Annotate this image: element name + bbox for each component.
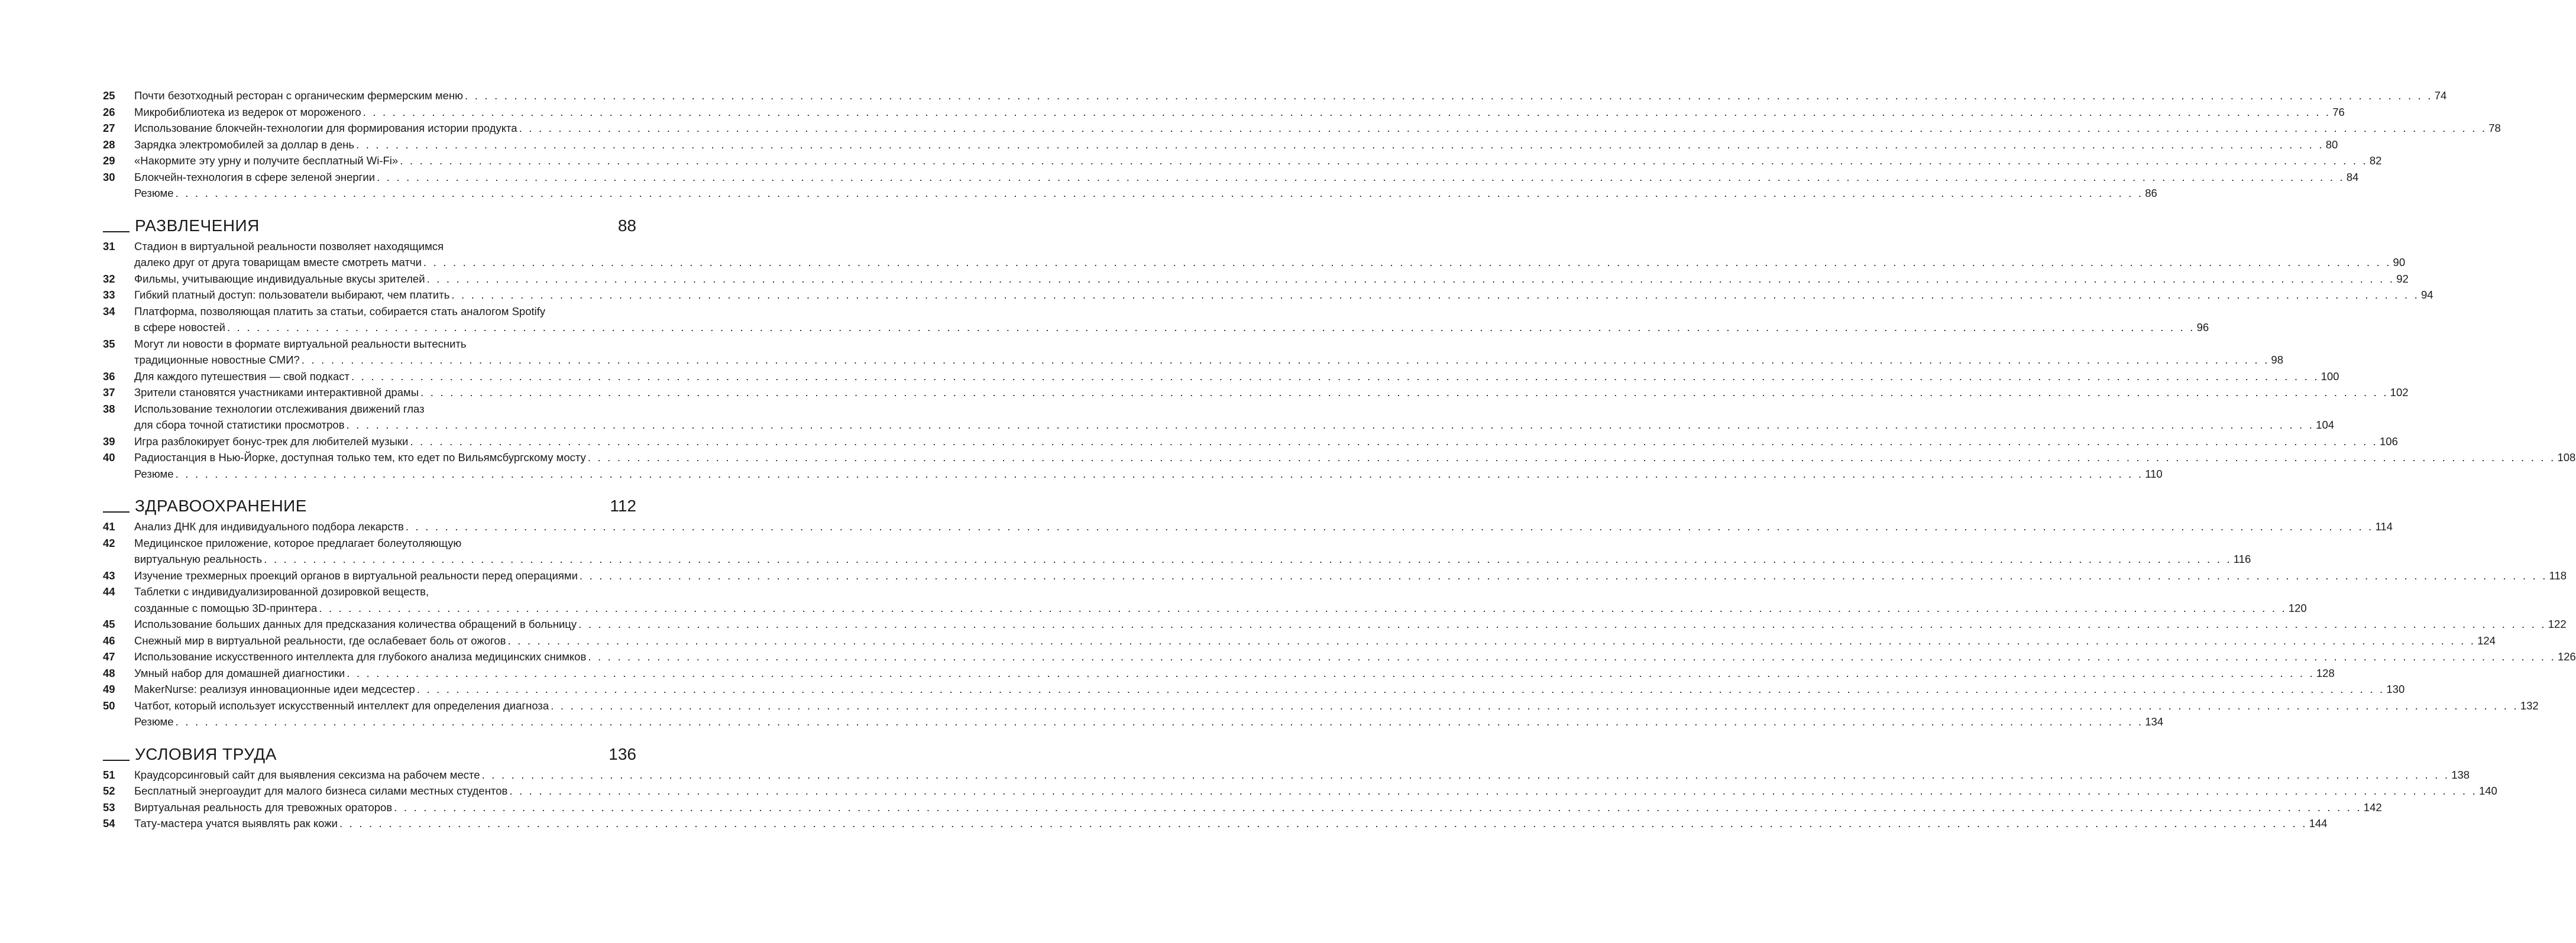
entry-last-line bbox=[134, 271, 2409, 287]
toc-entry bbox=[103, 449, 2576, 466]
section-page-number: 88 bbox=[617, 216, 636, 235]
entry-title-line: Радиостанция в Нью-Йорке, доступная только тем, кто едет по Вильямсбургскому мосту bbox=[134, 451, 586, 464]
dot-leader: . . . . . . . . . . . . . . . . . . . . . . . . . . . . . . . . . . . . . . . . . . . . . . . . . . . . . . . . . . . . . . . . . . . . . . . . . . . . . . . . . . . . . . . . . . . . . . . . . . . . . . . . . . . . . . . . . . . . . . . . . . . . . . . . . . . . . . . . . . . . . . . . . . . . . . . . . . . . . . . . . . . . . . . . . . . . . . . . . . . . . . . . . . . . . . . . . . . . . . . . bbox=[465, 89, 2433, 102]
entry-number: 47 bbox=[103, 650, 115, 663]
entry-title-line: Гибкий платный доступ: пользователи выбирают, чем платить bbox=[134, 289, 450, 301]
entry-number: 39 bbox=[103, 435, 115, 448]
entry-last-line bbox=[134, 767, 2470, 783]
entry-last-line bbox=[134, 568, 2567, 584]
entry-title-line: Использование технологии отслеживания движений глаз bbox=[134, 402, 425, 415]
entry-body bbox=[134, 185, 2157, 202]
toc-summary-entry bbox=[103, 466, 2163, 482]
entry-title-line: традиционные новостные СМИ? bbox=[134, 354, 300, 366]
entry-number: 51 bbox=[103, 768, 115, 781]
dot-leader: . . . . . . . . . . . . . . . . . . . . . . . . . . . . . . . . . . . . . . . . . . . . . . . . . . . . . . . . . . . . . . . . . . . . . . . . . . . . . . . . . . . . . . . . . . . . . . . . . . . . . . . . . . . . . . . . . . . . . . . . . . . . . . . . . . . . . . . . . . . . . . . . . . . . . . . . . . . . . . . . . . . . . . . . . . . . . . . . . . . . . . . . . . . . . . . . . . . . . . . . bbox=[394, 801, 2362, 814]
entry-title-line: MakerNurse: реализуя инновационные идеи медсестер bbox=[134, 683, 415, 695]
toc-entry bbox=[103, 169, 2359, 186]
entry-page-number: 106 bbox=[2380, 435, 2398, 448]
entry-page-number: 86 bbox=[2145, 187, 2157, 199]
entry-body bbox=[134, 88, 2447, 104]
entry-number: 49 bbox=[103, 683, 115, 695]
entry-title-line: Фильмы, учитывающие индивидуальные вкусы зрителей bbox=[134, 272, 425, 285]
toc-entry bbox=[103, 767, 2470, 783]
entry-number: 34 bbox=[103, 304, 115, 317]
entry-number: 29 bbox=[103, 154, 115, 167]
entry-body bbox=[134, 584, 2307, 616]
section-rule bbox=[103, 511, 130, 513]
dot-leader: . . . . . . . . . . . . . . . . . . . . . . . . . . . . . . . . . . . . . . . . . . . . . . . . . . . . . . . . . . . . . . . . . . . . . . . . . . . . . . . . . . . . . . . . . . . . . . . . . . . . . . . . . . . . . . . . . . . . . . . . . . . . . . . . . . . . . . . . . . . . . . . . . . . . . . . . . . . . . . . . . . . . . . . . . . . . . . . . . . . . . . . . . . . . . . . . . . . . . . . . bbox=[410, 435, 2378, 448]
dot-leader: . . . . . . . . . . . . . . . . . . . . . . . . . . . . . . . . . . . . . . . . . . . . . . . . . . . . . . . . . . . . . . . . . . . . . . . . . . . . . . . . . . . . . . . . . . . . . . . . . . . . . . . . . . . . . . . . . . . . . . . . . . . . . . . . . . . . . . . . . . . . . . . . . . . . . . . . . . . . . . . . . . . . . . . . . . . . . . . . . . . . . . . . . . . . . . . . . . . . . . . . bbox=[578, 618, 2546, 630]
toc-entry bbox=[103, 681, 2405, 698]
entry-body bbox=[134, 303, 2209, 336]
toc-summary-entry bbox=[103, 714, 2164, 730]
dot-leader: . . . . . . . . . . . . . . . . . . . . . . . . . . . . . . . . . . . . . . . . . . . . . . . . . . . . . . . . . . . . . . . . . . . . . . . . . . . . . . . . . . . . . . . . . . . . . . . . . . . . . . . . . . . . . . . . . . . . . . . . . . . . . . . . . . . . . . . . . . . . . . . . . . . . . . . . . . . . . . . . . . . . . . . . . . . . . . . . . . . . . . . . . . . . . . . . . . . . . . . . bbox=[363, 105, 2331, 118]
entry-body bbox=[134, 665, 2335, 682]
entry-page-number: 92 bbox=[2396, 272, 2409, 285]
entry-page-number: 80 bbox=[2325, 138, 2338, 151]
entry-last-line bbox=[134, 551, 2251, 568]
entry-page-number: 132 bbox=[2520, 699, 2539, 712]
entry-last-line bbox=[134, 799, 2382, 816]
entry-body bbox=[134, 799, 2382, 816]
entry-last-line bbox=[134, 368, 2339, 385]
toc-entry bbox=[103, 271, 2409, 287]
entry-page-number: 76 bbox=[2332, 105, 2345, 118]
entry-page-number: 74 bbox=[2434, 89, 2447, 102]
dot-leader: . . . . . . . . . . . . . . . . . . . . . . . . . . . . . . . . . . . . . . . . . . . . . . . . . . . . . . . . . . . . . . . . . . . . . . . . . . . . . . . . . . . . . . . . . . . . . . . . . . . . . . . . . . . . . . . . . . . . . . . . . . . . . . . . . . . . . . . . . . . . . . . . . . . . . . . . . . . . . . . . . . . . . . . . . . . . . . . . . . . . . . . . . . . . . . . . . . . . . . . . bbox=[579, 569, 2548, 582]
section-heading bbox=[103, 495, 636, 517]
entry-title-line: Зарядка электромобилей за доллар в день bbox=[134, 138, 355, 151]
entry-number: 33 bbox=[103, 289, 115, 301]
entry-title-line: «Накормите эту урну и получите бесплатный Wi-Fi» bbox=[134, 154, 399, 167]
entry-number: 25 bbox=[103, 89, 115, 102]
entry-body bbox=[134, 649, 2576, 665]
entry-title-line: Анализ ДНК для индивидуального подбора лекарств bbox=[134, 520, 404, 533]
toc-entry bbox=[103, 120, 2501, 137]
entry-last-line bbox=[134, 88, 2447, 104]
dot-leader: . . . . . . . . . . . . . . . . . . . . . . . . . . . . . . . . . . . . . . . . . . . . . . . . . . . . . . . . . . . . . . . . . . . . . . . . . . . . . . . . . . . . . . . . . . . . . . . . . . . . . . . . . . . . . . . . . . . . . . . . . . . . . . . . . . . . . . . . . . . . . . . . . . . . . . . . . . . . . . . . . . . . . . . . . . . . . . . . . . . . . . . . . . . . . . . . . . . . . . . . bbox=[319, 601, 2287, 614]
entry-body bbox=[134, 368, 2339, 385]
entry-last-line bbox=[134, 665, 2335, 682]
entry-last-line bbox=[134, 633, 2496, 649]
entry-last-line bbox=[134, 104, 2345, 121]
entry-title-line: Умный набор для домашней диагностики bbox=[134, 666, 345, 679]
entry-page-number: 104 bbox=[2316, 419, 2335, 431]
entry-page-number: 142 bbox=[2363, 801, 2382, 814]
entry-body bbox=[134, 287, 2433, 303]
toc-entry bbox=[103, 815, 2328, 832]
dot-leader: . . . . . . . . . . . . . . . . . . . . . . . . . . . . . . . . . . . . . . . . . . . . . . . . . . . . . . . . . . . . . . . . . . . . . . . . . . . . . . . . . . . . . . . . . . . . . . . . . . . . . . . . . . . . . . . . . . . . . . . . . . . . . . . . . . . . . . . . . . . . . . . . . . . . . . . . . . . . . . . . . . . . . . . . . . . . . . . . . . . . . . . . . . . . . . . . . . . . . . . . bbox=[400, 154, 2368, 167]
entry-last-line bbox=[134, 783, 2497, 799]
entry-title-line: Резюме bbox=[134, 187, 174, 199]
entry-page-number: 98 bbox=[2271, 354, 2283, 366]
dot-leader: . . . . . . . . . . . . . . . . . . . . . . . . . . . . . . . . . . . . . . . . . . . . . . . . . . . . . . . . . . . . . . . . . . . . . . . . . . . . . . . . . . . . . . . . . . . . . . . . . . . . . . . . . . . . . . . . . . . . . . . . . . . . . . . . . . . . . . . . . . . . . . . . . . . . . . . . . . . . . . . . . . . . . . . . . . . . . . . . . . . . . . . . . . . . . . . . . . . . . . . . bbox=[416, 683, 2385, 695]
section-rule bbox=[103, 231, 130, 232]
entry-page-number: 90 bbox=[2393, 256, 2406, 268]
entry-number: 54 bbox=[103, 817, 115, 829]
dot-leader: . . . . . . . . . . . . . . . . . . . . . . . . . . . . . . . . . . . . . . . . . . . . . . . . . . . . . . . . . . . . . . . . . . . . . . . . . . . . . . . . . . . . . . . . . . . . . . . . . . . . . . . . . . . . . . . . . . . . . . . . . . . . . . . . . . . . . . . . . . . . . . . . . . . . . . . . . . . . . . . . . . . . . . . . . . . . . . . . . . . . . . . . . . . . . . . . . . . . . . . . bbox=[356, 138, 2324, 151]
toc-entry bbox=[103, 384, 2409, 401]
dot-leader: . . . . . . . . . . . . . . . . . . . . . . . . . . . . . . . . . . . . . . . . . . . . . . . . . . . . . . . . . . . . . . . . . . . . . . . . . . . . . . . . . . . . . . . . . . . . . . . . . . . . . . . . . . . . . . . . . . . . . . . . . . . . . . . . . . . . . . . . . . . . . . . . . . . . . . . . . . . . . . . . . . . . . . . . . . . . . . . . . . . . . . . . . . . . . . . . . . . . . . . . bbox=[587, 451, 2556, 464]
entry-page-number: 96 bbox=[2196, 321, 2209, 333]
entry-last-line bbox=[134, 466, 2163, 482]
entry-last-line bbox=[134, 137, 2338, 153]
entry-title-line: Использование больших данных для предсказания количества обращений в больницу bbox=[134, 618, 577, 630]
toc-entry bbox=[103, 88, 2447, 104]
entry-number: 48 bbox=[103, 666, 115, 679]
toc-entry bbox=[103, 303, 2209, 336]
entry-number: 38 bbox=[103, 402, 115, 415]
entry-title-line: Снежный мир в виртуальной реальности, где ослабевает боль от ожогов bbox=[134, 634, 506, 647]
entry-body bbox=[134, 519, 2393, 535]
toc-entry bbox=[103, 433, 2398, 450]
entry-title-line: Изучение трехмерных проекций органов в виртуальной реальности перед операциями bbox=[134, 569, 578, 582]
dot-leader: . . . . . . . . . . . . . . . . . . . . . . . . . . . . . . . . . . . . . . . . . . . . . . . . . . . . . . . . . . . . . . . . . . . . . . . . . . . . . . . . . . . . . . . . . . . . . . . . . . . . . . . . . . . . . . . . . . . . . . . . . . . . . . . . . . . . . . . . . . . . . . . . . . . . . . . . . . . . . . . . . . . . . . . . . . . . . . . . . . . . . . . . . . . . . . . . . . . . . . . . bbox=[377, 170, 2345, 183]
entry-body bbox=[134, 336, 2283, 368]
toc-entry bbox=[103, 401, 2335, 433]
entry-title-line: Таблетки с индивидуализированной дозировкой веществ, bbox=[134, 585, 429, 598]
entry-last-line bbox=[134, 319, 2209, 336]
entry-last-line bbox=[134, 433, 2398, 450]
section-rule bbox=[103, 760, 130, 761]
entry-body bbox=[134, 271, 2409, 287]
dot-leader: . . . . . . . . . . . . . . . . . . . . . . . . . . . . . . . . . . . . . . . . . . . . . . . . . . . . . . . . . . . . . . . . . . . . . . . . . . . . . . . . . . . . . . . . . . . . . . . . . . . . . . . . . . . . . . . . . . . . . . . . . . . . . . . . . . . . . . . . . . . . . . . . . . . . . . . . . . . . . . . . . . . . . . . . . . . . . . . . . . . . . . . . . . . . . . . . . . . . . . . . bbox=[405, 520, 2374, 533]
entry-body bbox=[134, 104, 2345, 121]
entry-number: 37 bbox=[103, 386, 115, 398]
toc-entry bbox=[103, 104, 2345, 121]
entry-body bbox=[134, 120, 2501, 137]
dot-leader: . . . . . . . . . . . . . . . . . . . . . . . . . . . . . . . . . . . . . . . . . . . . . . . . . . . . . . . . . . . . . . . . . . . . . . . . . . . . . . . . . . . . . . . . . . . . . . . . . . . . . . . . . . . . . . . . . . . . . . . . . . . . . . . . . . . . . . . . . . . . . . . . . . . . . . . . . . . . . . . . . . . . . . . . . . . . . . . . . . . . . . . . . . . . . . . . . . . . . . . . bbox=[346, 419, 2315, 431]
entry-title-line: Могут ли новости в формате виртуальной реальности вытеснить bbox=[134, 337, 467, 350]
entry-last-line bbox=[134, 254, 2406, 271]
entry-body bbox=[134, 401, 2335, 433]
entry-last-line bbox=[134, 616, 2567, 633]
entry-last-line bbox=[134, 600, 2307, 617]
entry-page-number: 144 bbox=[2309, 817, 2328, 829]
entry-last-line bbox=[134, 417, 2335, 433]
entry-body bbox=[134, 433, 2398, 450]
entry-body bbox=[134, 449, 2576, 466]
entry-page-number: 130 bbox=[2386, 683, 2405, 695]
entry-title-line: Бесплатный энергоаудит для малого бизнеса силами местных студентов bbox=[134, 785, 508, 797]
toc-entry bbox=[103, 137, 2338, 153]
entry-title-line: Тату-мастера учатся выявлять рак кожи bbox=[134, 817, 338, 829]
table-of-contents bbox=[103, 88, 2576, 832]
dot-leader: . . . . . . . . . . . . . . . . . . . . . . . . . . . . . . . . . . . . . . . . . . . . . . . . . . . . . . . . . . . . . . . . . . . . . . . . . . . . . . . . . . . . . . . . . . . . . . . . . . . . . . . . . . . . . . . . . . . . . . . . . . . . . . . . . . . . . . . . . . . . . . . . . . . . . . . . . . . . . . . . . . . . . . . . . . . . . . . . . . . . . . . . . . . . . . . . . . . . . . . . bbox=[351, 370, 2319, 383]
entry-title-line: Почти безотходный ресторан с органическим фермерским меню bbox=[134, 89, 464, 102]
entry-page-number: 108 bbox=[2557, 451, 2576, 464]
section-title: ЗДРАВООХРАНЕНИЕ bbox=[135, 497, 307, 515]
dot-leader: . . . . . . . . . . . . . . . . . . . . . . . . . . . . . . . . . . . . . . . . . . . . . . . . . . . . . . . . . . . . . . . . . . . . . . . . . . . . . . . . . . . . . . . . . . . . . . . . . . . . . . . . . . . . . . . . . . . . . . . . . . . . . . . . . . . . . . . . . . . . . . . . . . . . . . . . . . . . . . . . . . . . . . . . . . . . . . . . . . . . . . . . . . . . . . . . . . . . . . . . bbox=[451, 289, 2419, 301]
entry-number: 32 bbox=[103, 272, 115, 285]
entry-body bbox=[134, 783, 2497, 799]
entry-body bbox=[134, 169, 2359, 186]
entry-last-line bbox=[134, 169, 2359, 186]
entry-last-line bbox=[134, 153, 2382, 169]
dot-leader: . . . . . . . . . . . . . . . . . . . . . . . . . . . . . . . . . . . . . . . . . . . . . . . . . . . . . . . . . . . . . . . . . . . . . . . . . . . . . . . . . . . . . . . . . . . . . . . . . . . . . . . . . . . . . . . . . . . . . . . . . . . . . . . . . . . . . . . . . . . . . . . . . . . . . . . . . . . . . . . . . . . . . . . . . . . . . . . . . . . . . . . . . . . . . . . . . . . . . . . . bbox=[175, 187, 2144, 199]
entry-body bbox=[134, 466, 2163, 482]
entry-body bbox=[134, 153, 2382, 169]
dot-leader: . . . . . . . . . . . . . . . . . . . . . . . . . . . . . . . . . . . . . . . . . . . . . . . . . . . . . . . . . . . . . . . . . . . . . . . . . . . . . . . . . . . . . . . . . . . . . . . . . . . . . . . . . . . . . . . . . . . . . . . . . . . . . . . . . . . . . . . . . . . . . . . . . . . . . . . . . . . . . . . . . . . . . . . . . . . . . . . . . . . . . . . . . . . . . . . . . . . . . . . . bbox=[507, 634, 2476, 647]
entry-page-number: 116 bbox=[2233, 553, 2251, 565]
entry-number: 46 bbox=[103, 634, 115, 647]
entry-page-number: 124 bbox=[2477, 634, 2496, 647]
entry-title-line: Игра разблокирует бонус-трек для любителей музыки bbox=[134, 435, 409, 448]
toc-entry bbox=[103, 649, 2576, 665]
entry-title-line: в сфере новостей bbox=[134, 321, 225, 333]
entry-title-line: для сбора точной статистики просмотров bbox=[134, 419, 345, 431]
toc-entry bbox=[103, 665, 2335, 682]
dot-leader: . . . . . . . . . . . . . . . . . . . . . . . . . . . . . . . . . . . . . . . . . . . . . . . . . . . . . . . . . . . . . . . . . . . . . . . . . . . . . . . . . . . . . . . . . . . . . . . . . . . . . . . . . . . . . . . . . . . . . . . . . . . . . . . . . . . . . . . . . . . . . . . . . . . . . . . . . . . . . . . . . . . . . . . . . . . . . . . . . . . . . . . . . . . . . . . . . . . . . . . . bbox=[509, 785, 2477, 797]
entry-title-line: Использование искусственного интеллекта для глубокого анализа медицинских снимков bbox=[134, 650, 587, 663]
toc-entry bbox=[103, 698, 2539, 714]
dot-leader: . . . . . . . . . . . . . . . . . . . . . . . . . . . . . . . . . . . . . . . . . . . . . . . . . . . . . . . . . . . . . . . . . . . . . . . . . . . . . . . . . . . . . . . . . . . . . . . . . . . . . . . . . . . . . . . . . . . . . . . . . . . . . . . . . . . . . . . . . . . . . . . . . . . . . . . . . . . . . . . . . . . . . . . . . . . . . . . . . . . . . . . . . . . . . . . . . . . . . . . . bbox=[519, 122, 2487, 134]
entry-number: 40 bbox=[103, 451, 115, 464]
entry-page-number: 102 bbox=[2390, 386, 2409, 398]
dot-leader: . . . . . . . . . . . . . . . . . . . . . . . . . . . . . . . . . . . . . . . . . . . . . . . . . . . . . . . . . . . . . . . . . . . . . . . . . . . . . . . . . . . . . . . . . . . . . . . . . . . . . . . . . . . . . . . . . . . . . . . . . . . . . . . . . . . . . . . . . . . . . . . . . . . . . . . . . . . . . . . . . . . . . . . . . . . . . . . . . . . . . . . . . . . . . . . . . . . . . . . . bbox=[175, 467, 2144, 480]
entry-page-number: 120 bbox=[2288, 601, 2307, 614]
toc-entry bbox=[103, 368, 2339, 385]
entry-body bbox=[134, 535, 2251, 568]
toc-entry bbox=[103, 153, 2382, 169]
entry-title-line: Для каждого путешествия — свой подкаст bbox=[134, 370, 349, 383]
entry-last-line bbox=[134, 185, 2157, 202]
entry-last-line bbox=[134, 287, 2433, 303]
entry-body bbox=[134, 137, 2338, 153]
entry-body bbox=[134, 616, 2567, 633]
dot-leader: . . . . . . . . . . . . . . . . . . . . . . . . . . . . . . . . . . . . . . . . . . . . . . . . . . . . . . . . . . . . . . . . . . . . . . . . . . . . . . . . . . . . . . . . . . . . . . . . . . . . . . . . . . . . . . . . . . . . . . . . . . . . . . . . . . . . . . . . . . . . . . . . . . . . . . . . . . . . . . . . . . . . . . . . . . . . . . . . . . . . . . . . . . . . . . . . . . . . . . . . bbox=[426, 272, 2395, 285]
toc-entry bbox=[103, 336, 2283, 368]
entry-number: 53 bbox=[103, 801, 115, 814]
toc-entry bbox=[103, 519, 2393, 535]
section-page-number: 136 bbox=[609, 744, 636, 763]
entry-last-line bbox=[134, 352, 2283, 368]
entry-last-line bbox=[134, 519, 2393, 535]
entry-title-line: Использование блокчейн-технологии для формирования истории продукта bbox=[134, 122, 517, 134]
entry-last-line bbox=[134, 120, 2501, 137]
entry-page-number: 140 bbox=[2478, 785, 2497, 797]
entry-body bbox=[134, 568, 2567, 584]
entry-number: 43 bbox=[103, 569, 115, 582]
entry-title-line: Стадион в виртуальной реальности позволяет находящимся bbox=[134, 239, 444, 252]
section-title: РАЗВЛЕЧЕНИЯ bbox=[135, 216, 260, 235]
entry-body bbox=[134, 384, 2409, 401]
toc-entry bbox=[103, 568, 2567, 584]
entry-number: 26 bbox=[103, 105, 115, 118]
entry-title-line: Зрители становятся участниками интерактивной драмы bbox=[134, 386, 419, 398]
entry-number: 30 bbox=[103, 170, 115, 183]
entry-body bbox=[134, 698, 2539, 714]
entry-title-line: Медицинское приложение, которое предлагает болеутоляющую bbox=[134, 536, 462, 549]
entry-body bbox=[134, 633, 2496, 649]
toc-entry bbox=[103, 783, 2497, 799]
entry-page-number: 100 bbox=[2321, 370, 2339, 383]
entry-title-line: Резюме bbox=[134, 715, 174, 728]
entry-page-number: 134 bbox=[2145, 715, 2164, 728]
entry-number: 36 bbox=[103, 370, 115, 383]
entry-page-number: 118 bbox=[2549, 569, 2567, 582]
entry-number: 41 bbox=[103, 520, 115, 533]
entry-body bbox=[134, 714, 2164, 730]
entry-title-line: Блокчейн-технология в сфере зеленой энергии bbox=[134, 170, 376, 183]
entry-last-line bbox=[134, 649, 2576, 665]
dot-leader: . . . . . . . . . . . . . . . . . . . . . . . . . . . . . . . . . . . . . . . . . . . . . . . . . . . . . . . . . . . . . . . . . . . . . . . . . . . . . . . . . . . . . . . . . . . . . . . . . . . . . . . . . . . . . . . . . . . . . . . . . . . . . . . . . . . . . . . . . . . . . . . . . . . . . . . . . . . . . . . . . . . . . . . . . . . . . . . . . . . . . . . . . . . . . . . . . . . . . . . . bbox=[481, 768, 2450, 781]
entry-number: 27 bbox=[103, 122, 115, 134]
entry-number: 52 bbox=[103, 785, 115, 797]
entry-page-number: 82 bbox=[2369, 154, 2382, 167]
dot-leader: . . . . . . . . . . . . . . . . . . . . . . . . . . . . . . . . . . . . . . . . . . . . . . . . . . . . . . . . . . . . . . . . . . . . . . . . . . . . . . . . . . . . . . . . . . . . . . . . . . . . . . . . . . . . . . . . . . . . . . . . . . . . . . . . . . . . . . . . . . . . . . . . . . . . . . . . . . . . . . . . . . . . . . . . . . . . . . . . . . . . . . . . . . . . . . . . . . . . . . . . bbox=[301, 354, 2270, 366]
dot-leader: . . . . . . . . . . . . . . . . . . . . . . . . . . . . . . . . . . . . . . . . . . . . . . . . . . . . . . . . . . . . . . . . . . . . . . . . . . . . . . . . . . . . . . . . . . . . . . . . . . . . . . . . . . . . . . . . . . . . . . . . . . . . . . . . . . . . . . . . . . . . . . . . . . . . . . . . . . . . . . . . . . . . . . . . . . . . . . . . . . . . . . . . . . . . . . . . . . . . . . . . bbox=[227, 321, 2195, 333]
entry-title-line: Чатбот, который использует искусственный интеллект для определения диагноза bbox=[134, 699, 549, 712]
dot-leader: . . . . . . . . . . . . . . . . . . . . . . . . . . . . . . . . . . . . . . . . . . . . . . . . . . . . . . . . . . . . . . . . . . . . . . . . . . . . . . . . . . . . . . . . . . . . . . . . . . . . . . . . . . . . . . . . . . . . . . . . . . . . . . . . . . . . . . . . . . . . . . . . . . . . . . . . . . . . . . . . . . . . . . . . . . . . . . . . . . . . . . . . . . . . . . . . . . . . . . . . bbox=[175, 715, 2144, 728]
toc-entry bbox=[103, 633, 2496, 649]
entry-last-line bbox=[134, 714, 2164, 730]
dot-leader: . . . . . . . . . . . . . . . . . . . . . . . . . . . . . . . . . . . . . . . . . . . . . . . . . . . . . . . . . . . . . . . . . . . . . . . . . . . . . . . . . . . . . . . . . . . . . . . . . . . . . . . . . . . . . . . . . . . . . . . . . . . . . . . . . . . . . . . . . . . . . . . . . . . . . . . . . . . . . . . . . . . . . . . . . . . . . . . . . . . . . . . . . . . . . . . . . . . . . . . . bbox=[339, 817, 2308, 829]
entry-last-line bbox=[134, 698, 2539, 714]
entry-last-line bbox=[134, 815, 2328, 832]
toc-summary-entry bbox=[103, 185, 2157, 202]
dot-leader: . . . . . . . . . . . . . . . . . . . . . . . . . . . . . . . . . . . . . . . . . . . . . . . . . . . . . . . . . . . . . . . . . . . . . . . . . . . . . . . . . . . . . . . . . . . . . . . . . . . . . . . . . . . . . . . . . . . . . . . . . . . . . . . . . . . . . . . . . . . . . . . . . . . . . . . . . . . . . . . . . . . . . . . . . . . . . . . . . . . . . . . . . . . . . . . . . . . . . . . . bbox=[264, 553, 2232, 565]
dot-leader: . . . . . . . . . . . . . . . . . . . . . . . . . . . . . . . . . . . . . . . . . . . . . . . . . . . . . . . . . . . . . . . . . . . . . . . . . . . . . . . . . . . . . . . . . . . . . . . . . . . . . . . . . . . . . . . . . . . . . . . . . . . . . . . . . . . . . . . . . . . . . . . . . . . . . . . . . . . . . . . . . . . . . . . . . . . . . . . . . . . . . . . . . . . . . . . . . . . . . . . . bbox=[347, 666, 2315, 679]
dot-leader: . . . . . . . . . . . . . . . . . . . . . . . . . . . . . . . . . . . . . . . . . . . . . . . . . . . . . . . . . . . . . . . . . . . . . . . . . . . . . . . . . . . . . . . . . . . . . . . . . . . . . . . . . . . . . . . . . . . . . . . . . . . . . . . . . . . . . . . . . . . . . . . . . . . . . . . . . . . . . . . . . . . . . . . . . . . . . . . . . . . . . . . . . . . . . . . . . . . . . . . . bbox=[420, 386, 2389, 398]
entry-number: 28 bbox=[103, 138, 115, 151]
entry-last-line bbox=[134, 384, 2409, 401]
entry-title-line: Резюме bbox=[134, 467, 174, 480]
toc-entry bbox=[103, 799, 2382, 816]
toc-entry bbox=[103, 616, 2567, 633]
entry-page-number: 84 bbox=[2346, 170, 2359, 183]
dot-leader: . . . . . . . . . . . . . . . . . . . . . . . . . . . . . . . . . . . . . . . . . . . . . . . . . . . . . . . . . . . . . . . . . . . . . . . . . . . . . . . . . . . . . . . . . . . . . . . . . . . . . . . . . . . . . . . . . . . . . . . . . . . . . . . . . . . . . . . . . . . . . . . . . . . . . . . . . . . . . . . . . . . . . . . . . . . . . . . . . . . . . . . . . . . . . . . . . . . . . . . . bbox=[588, 650, 2556, 663]
entry-page-number: 122 bbox=[2548, 618, 2567, 630]
entry-page-number: 78 bbox=[2488, 122, 2501, 134]
entry-body bbox=[134, 767, 2470, 783]
toc-entry bbox=[103, 238, 2406, 271]
entry-number: 44 bbox=[103, 585, 115, 598]
dot-leader: . . . . . . . . . . . . . . . . . . . . . . . . . . . . . . . . . . . . . . . . . . . . . . . . . . . . . . . . . . . . . . . . . . . . . . . . . . . . . . . . . . . . . . . . . . . . . . . . . . . . . . . . . . . . . . . . . . . . . . . . . . . . . . . . . . . . . . . . . . . . . . . . . . . . . . . . . . . . . . . . . . . . . . . . . . . . . . . . . . . . . . . . . . . . . . . . . . . . . . . . bbox=[551, 699, 2519, 712]
entry-title-line: Микробиблиотека из ведерок от мороженого bbox=[134, 105, 361, 118]
entry-page-number: 94 bbox=[2420, 289, 2433, 301]
section-page-number: 112 bbox=[610, 497, 636, 515]
entry-page-number: 114 bbox=[2375, 520, 2393, 533]
entry-page-number: 138 bbox=[2451, 768, 2470, 781]
entry-title-line: далеко друг от друга товарищам вместе смотреть матчи bbox=[134, 256, 422, 268]
section-heading bbox=[103, 215, 636, 237]
entry-page-number: 110 bbox=[2145, 467, 2163, 480]
entry-title-line: Краудсорсинговый сайт для выявления сексизма на рабочем месте bbox=[134, 768, 480, 781]
toc-entry bbox=[103, 584, 2307, 616]
entry-number: 35 bbox=[103, 337, 115, 350]
dot-leader: . . . . . . . . . . . . . . . . . . . . . . . . . . . . . . . . . . . . . . . . . . . . . . . . . . . . . . . . . . . . . . . . . . . . . . . . . . . . . . . . . . . . . . . . . . . . . . . . . . . . . . . . . . . . . . . . . . . . . . . . . . . . . . . . . . . . . . . . . . . . . . . . . . . . . . . . . . . . . . . . . . . . . . . . . . . . . . . . . . . . . . . . . . . . . . . . . . . . . . . . bbox=[423, 256, 2391, 268]
entry-title-line: виртуальную реальность bbox=[134, 553, 263, 565]
entry-body bbox=[134, 815, 2328, 832]
section-title: УСЛОВИЯ ТРУДА bbox=[135, 744, 277, 763]
entry-body bbox=[134, 238, 2406, 271]
entry-page-number: 128 bbox=[2316, 666, 2335, 679]
toc-entry bbox=[103, 535, 2251, 568]
entry-page-number: 126 bbox=[2557, 650, 2576, 663]
entry-number: 50 bbox=[103, 699, 115, 712]
entry-last-line bbox=[134, 681, 2405, 698]
section-heading bbox=[103, 743, 636, 766]
entry-title-line: Виртуальная реальность для тревожных ораторов bbox=[134, 801, 393, 814]
toc-entry bbox=[103, 287, 2433, 303]
entry-title-line: Платформа, позволяющая платить за статьи, собирается стать аналогом Spotify bbox=[134, 304, 546, 317]
entry-number: 42 bbox=[103, 536, 115, 549]
entry-title-line: созданные с помощью 3D-принтера bbox=[134, 601, 318, 614]
entry-number: 31 bbox=[103, 239, 115, 252]
entry-number: 45 bbox=[103, 618, 115, 630]
entry-body bbox=[134, 681, 2405, 698]
entry-last-line bbox=[134, 449, 2576, 466]
